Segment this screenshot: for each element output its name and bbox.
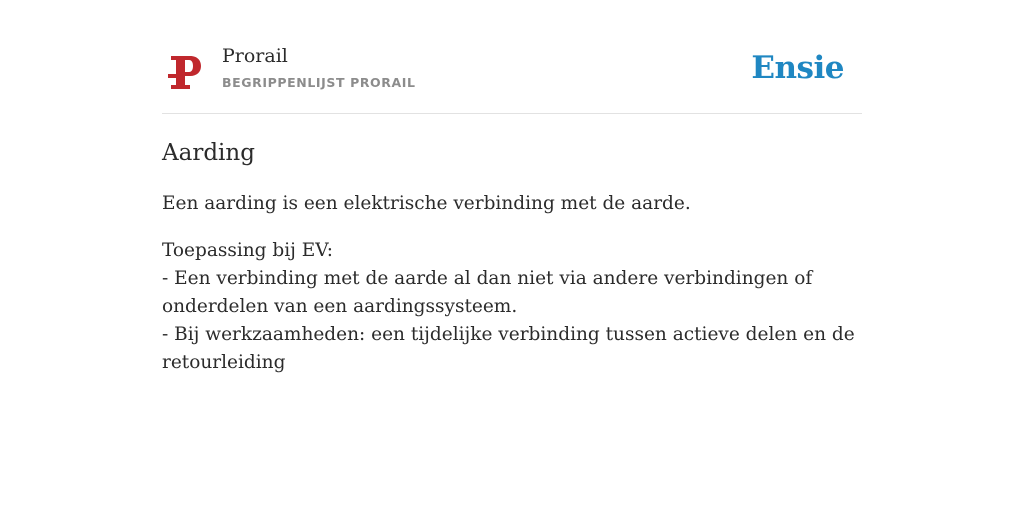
term-content xyxy=(162,114,862,377)
term-application xyxy=(162,237,862,377)
application-line: - Een verbinding met de aarde al dan niet via andere verbindingen of onderdelen van een aardingssysteem. xyxy=(162,268,813,317)
ensie-site-logo[interactable]: Ensie xyxy=(751,50,844,86)
brand-subtitle[interactable]: BEGRIPPENLIJST PRORAIL xyxy=(222,75,416,90)
application-line: Toepassing bij EV: xyxy=(162,240,334,261)
brand-name[interactable]: Prorail xyxy=(222,45,288,67)
application-line: - Bij werkzaamheden: een tijdelijke verbinding tussen actieve delen en de retourleiding xyxy=(162,324,855,373)
prorail-p-logo-icon[interactable] xyxy=(168,52,202,92)
page-header xyxy=(162,0,862,114)
term-title: Aarding xyxy=(162,140,255,166)
term-definition: Een aarding is een elektrische verbinding met de aarde. xyxy=(162,193,691,214)
page-container xyxy=(162,0,862,377)
